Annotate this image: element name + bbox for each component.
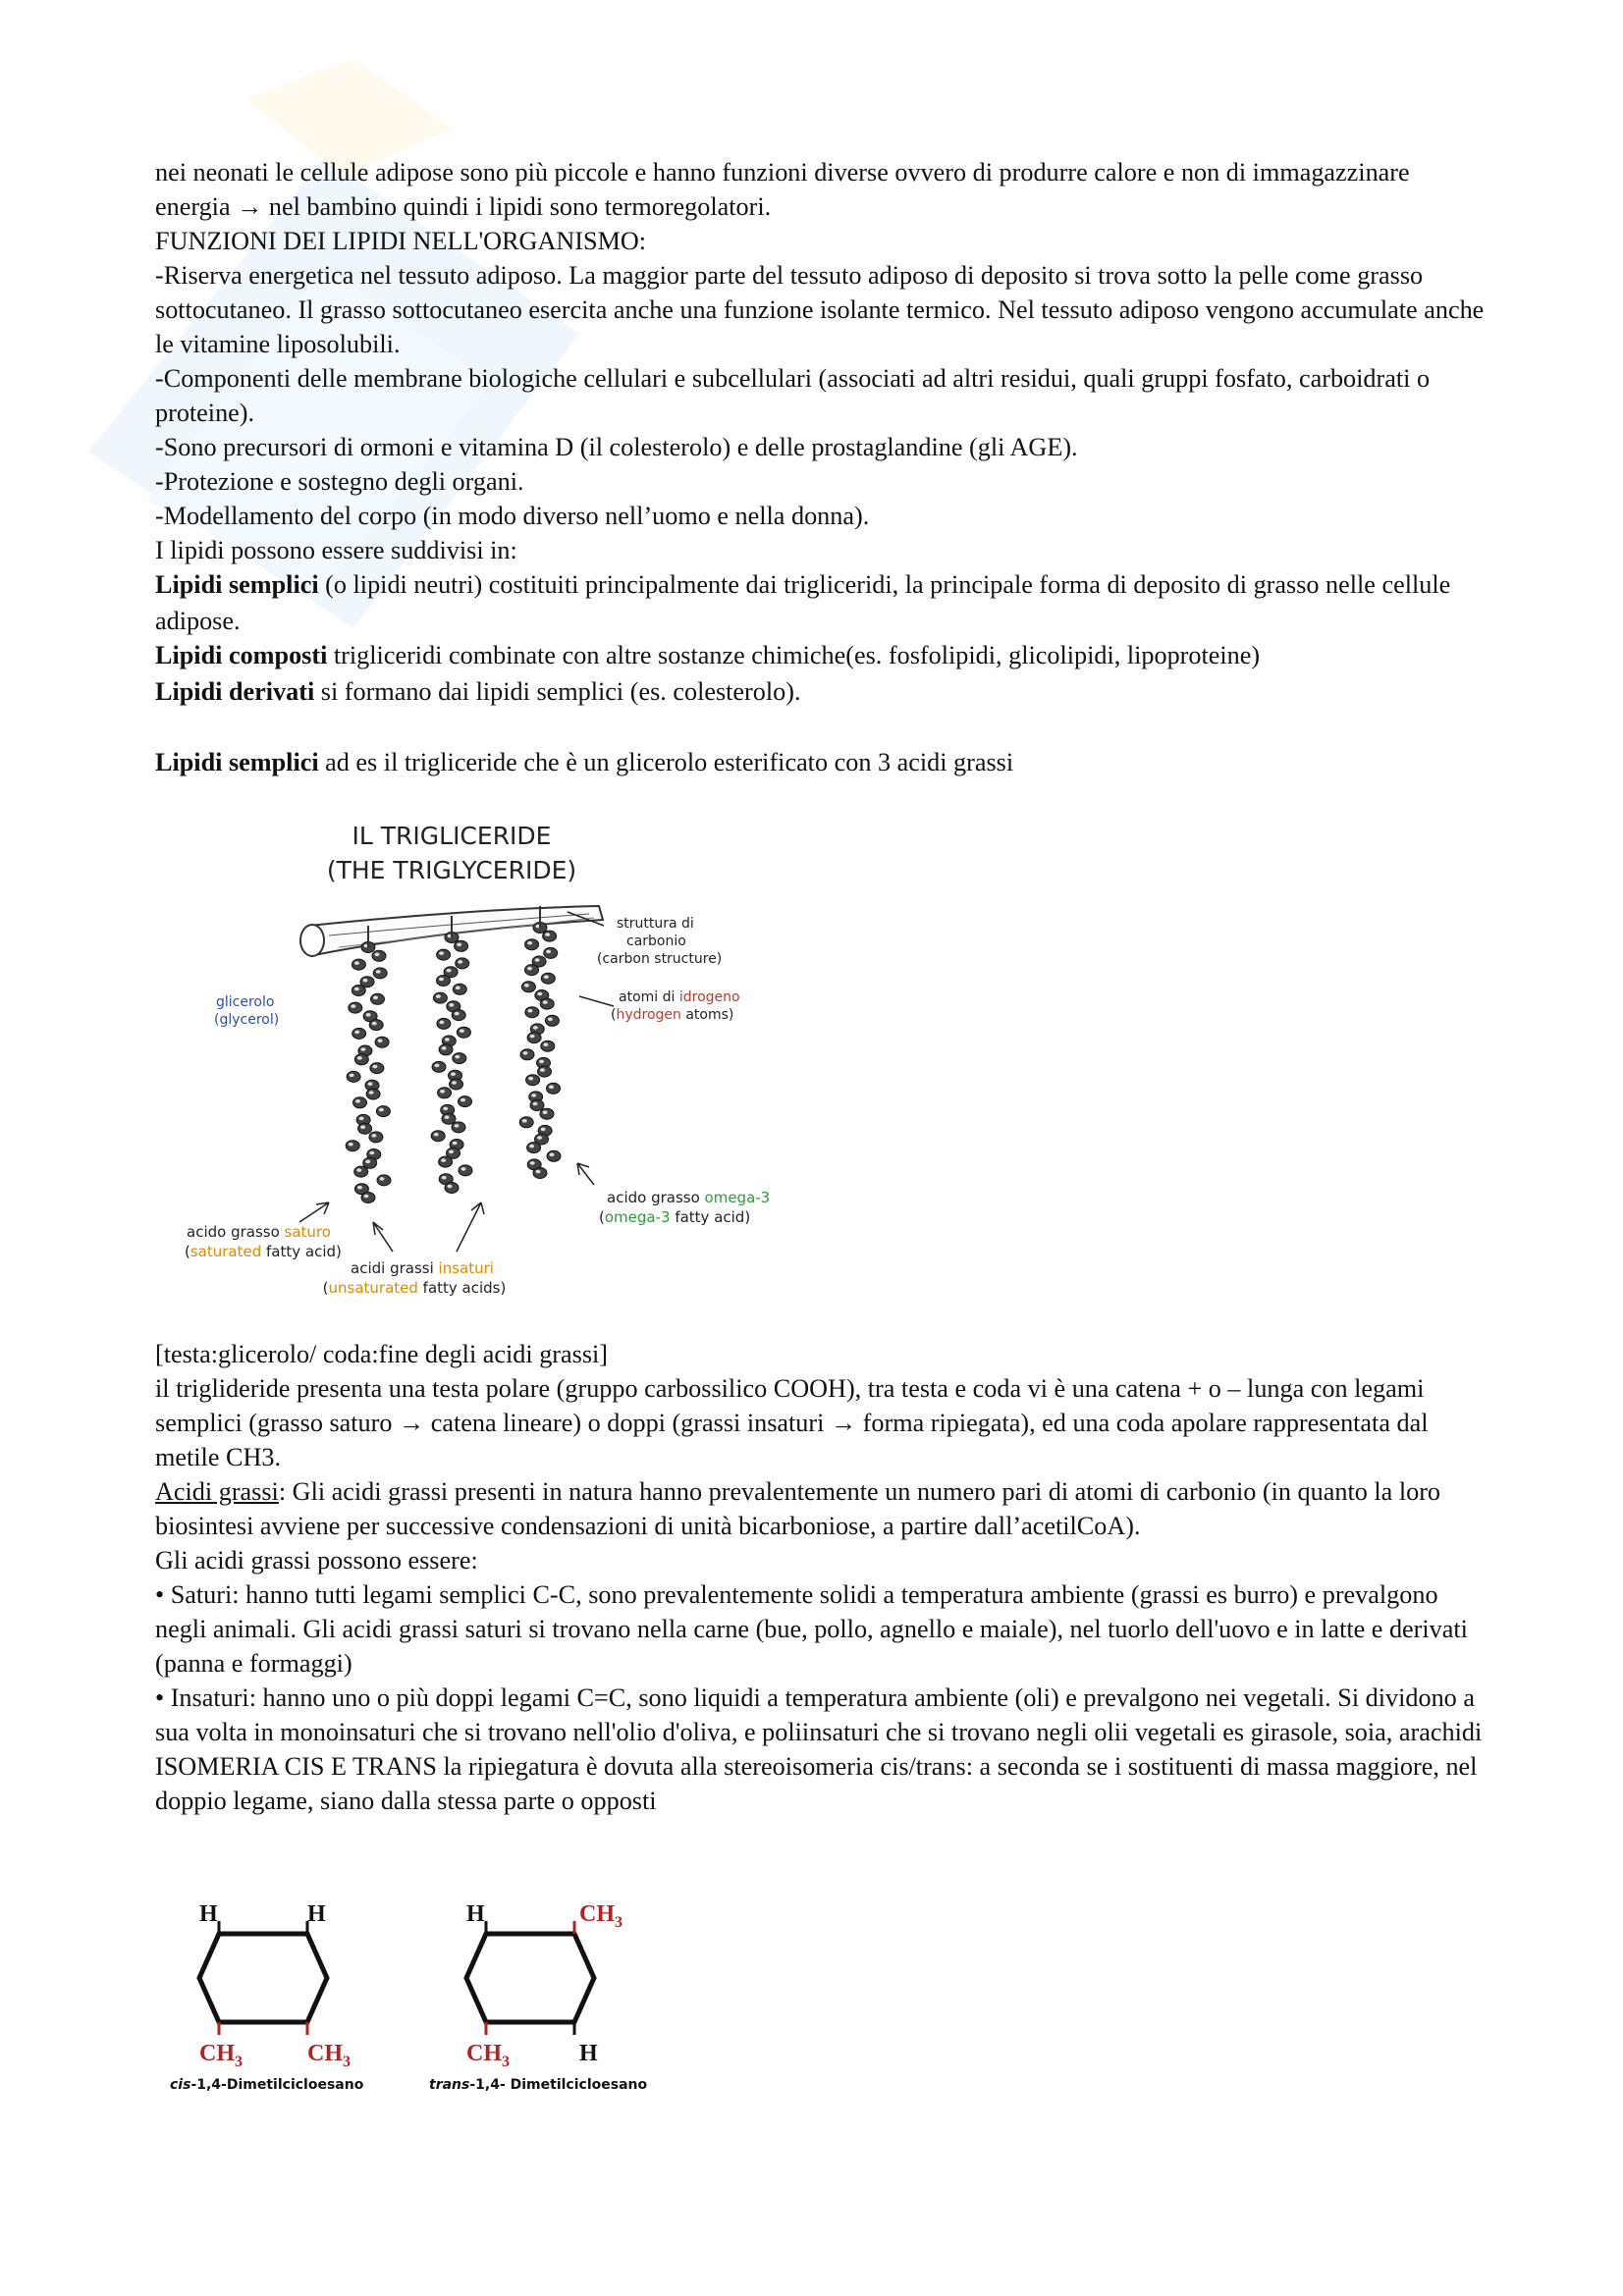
chain-bead bbox=[445, 1183, 459, 1194]
chain-bead-highlight bbox=[535, 958, 540, 962]
list-item-semplici-trigliceride bbox=[155, 745, 1490, 781]
chain-bead bbox=[437, 976, 451, 987]
chain-bead bbox=[437, 1018, 451, 1029]
chain-bead-highlight bbox=[372, 1065, 377, 1069]
chain-bead-highlight bbox=[541, 1128, 546, 1132]
chain-bead-highlight bbox=[550, 1153, 555, 1157]
cis-caption: cis-1,4-Dimetilcicloesano bbox=[170, 2077, 364, 2093]
chain-bead-highlight bbox=[442, 1046, 447, 1050]
chain-bead-highlight bbox=[527, 967, 532, 971]
chain-bead-highlight bbox=[442, 1176, 447, 1180]
chain-bead bbox=[354, 1054, 368, 1065]
trans-structure bbox=[429, 1901, 647, 2093]
chain-bead-highlight bbox=[448, 1185, 453, 1189]
chain-bead bbox=[547, 1083, 561, 1094]
chain-bead-highlight bbox=[457, 943, 461, 947]
chain-bead-highlight bbox=[543, 1110, 548, 1114]
chain-bead bbox=[375, 1037, 389, 1047]
label-unsaturated-1: acidi grassi insaturi bbox=[351, 1259, 494, 1277]
chain-bead bbox=[541, 1041, 555, 1051]
chain-bead bbox=[530, 1100, 544, 1111]
chain-bead-highlight bbox=[363, 979, 368, 983]
chain-bead bbox=[521, 982, 535, 992]
chain-bead-highlight bbox=[451, 1072, 456, 1076]
cis-structure bbox=[170, 1901, 364, 2093]
chain-bead bbox=[442, 1113, 456, 1124]
chain-bead-highlight bbox=[458, 960, 462, 964]
chain-bead-highlight bbox=[351, 1004, 355, 1008]
paragraph-possono-essere: Gli acidi grassi possono essere: bbox=[155, 1546, 478, 1575]
chain-bead-highlight bbox=[523, 1051, 528, 1055]
chain-bead bbox=[377, 1175, 391, 1186]
chain-bead bbox=[352, 986, 365, 996]
chain-bead-highlight bbox=[357, 1056, 362, 1060]
chain-bead-highlight bbox=[456, 987, 460, 990]
chain-bead bbox=[370, 1063, 384, 1074]
chain-bead-highlight bbox=[545, 933, 550, 936]
paragraph-acidi-grassi bbox=[155, 1474, 1490, 1543]
chain-bead-highlight bbox=[368, 1082, 373, 1086]
chain-bead-highlight bbox=[461, 1167, 466, 1171]
chain-bead-highlight bbox=[549, 1086, 554, 1090]
chain-bead-highlight bbox=[530, 1161, 535, 1165]
paragraph-componenti: -Componenti delle membrane biologiche cellulari e subcellulari (associati ad altri residui, quali gruppi fosfato, carboidrati o proteine). bbox=[155, 364, 1431, 427]
chain-bead-highlight bbox=[365, 1160, 370, 1164]
chain-bead bbox=[369, 1020, 383, 1031]
chain-bead bbox=[346, 1141, 359, 1151]
term-lipidi-composti: Lipidi composti bbox=[155, 641, 328, 669]
chain-bead bbox=[373, 968, 387, 979]
chain-bead-highlight bbox=[539, 1060, 544, 1064]
list-item-text: (o lipidi neutri) costituiti principalmente dai trigliceridi, la principale forma di deposito di grasso nelle cellule adipose. bbox=[155, 570, 1451, 635]
chain-bead bbox=[520, 1049, 534, 1060]
paragraph-modellamento: -Modellamento del corpo (in modo diverso nell’uomo e nella donna). bbox=[155, 502, 870, 530]
top-text-block bbox=[155, 155, 1490, 781]
chain-bead-highlight bbox=[354, 961, 359, 965]
chain-bead-highlight bbox=[455, 1124, 460, 1128]
chain-bead-highlight bbox=[379, 1108, 384, 1112]
paragraph-saturi: • Saturi: hanno tutti legami semplici C-C, sono prevalentemente solidi a temperatura ambiente (grassi es burro) e prevalgono negli animali. Gli acidi grassi saturi si trovano nella carne (bue, pollo, agnello e maiale), nel tuorlo dell'uovo e in latte e derivati (panna e formaggi) bbox=[155, 1580, 1468, 1678]
chain-bead-highlight bbox=[452, 1081, 457, 1085]
chain-bead bbox=[456, 958, 469, 969]
paragraph-neonati: nei neonati le cellule adipose sono più piccole e hanno funzioni diverse ovvero di produrre calore e non di immagazzinare energia → nel bambino quindi i lipidi sono termoregolatori. bbox=[155, 158, 1410, 221]
chain-bead-highlight bbox=[533, 1026, 538, 1030]
chain-bead-highlight bbox=[376, 970, 381, 974]
label-carbon-2: carbonio bbox=[626, 934, 686, 949]
label-carbon-3: (carbon structure) bbox=[597, 951, 723, 967]
chain-bead-highlight bbox=[445, 1038, 450, 1041]
chain-bead-highlight bbox=[540, 1068, 545, 1072]
chain-bead-highlight bbox=[522, 1119, 527, 1123]
chain-bead-highlight bbox=[524, 984, 529, 988]
chain-bead bbox=[439, 1156, 453, 1167]
chain-bead bbox=[525, 1007, 539, 1018]
cis-trans-figure bbox=[170, 1899, 653, 2096]
chain-bead-highlight bbox=[354, 988, 359, 991]
cis-ch3-left: $CH_3$ bbox=[199, 2041, 243, 2070]
label-saturated-1: acido grasso saturo bbox=[187, 1223, 331, 1241]
figure-title: IL TRIGLICERIDE bbox=[352, 822, 552, 850]
chain-bead-highlight bbox=[366, 1013, 371, 1017]
chain-bead-highlight bbox=[364, 1195, 369, 1199]
paragraph-precursori: -Sono precursori di ormoni e vitamina D (il colesterolo) e delle prostaglandine (gli AGE). bbox=[155, 433, 1078, 461]
chain-bead bbox=[432, 1061, 446, 1072]
label-hydrogen-2: (hydrogen atoms) bbox=[611, 1007, 734, 1023]
chain-bead-highlight bbox=[356, 1168, 361, 1172]
label-carbon-1: struttura di bbox=[617, 916, 694, 932]
chain-bead-highlight bbox=[530, 1035, 535, 1039]
chain-bead-highlight bbox=[453, 1142, 458, 1146]
chain-bead-highlight bbox=[537, 1136, 542, 1140]
chain-bead bbox=[545, 1015, 559, 1026]
chain-bead-highlight bbox=[443, 1107, 448, 1111]
chain-bead-highlight bbox=[543, 1000, 548, 1004]
chain-bead-highlight bbox=[369, 1151, 374, 1155]
heading-funzioni: FUNZIONI DEI LIPIDI NELL'ORGANISMO: bbox=[155, 227, 647, 255]
chain-bead bbox=[431, 1131, 445, 1142]
chain-bead bbox=[547, 1150, 561, 1161]
chain-bead bbox=[541, 973, 555, 984]
chain-bead-highlight bbox=[544, 975, 549, 979]
chain-bead bbox=[453, 984, 466, 994]
term-lipidi-semplici-2: Lipidi semplici bbox=[155, 748, 319, 776]
chain-bead-highlight bbox=[537, 992, 542, 996]
chain-bead-highlight bbox=[355, 1099, 360, 1103]
label-glycerol-2: (glycerol) bbox=[214, 1012, 280, 1028]
paragraph-riserva: -Riserva energetica nel tessuto adiposo. La maggior parte del tessuto adiposo di deposito si trova sotto la pelle come grasso sottocutaneo. Il grasso sottocutaneo esercita anche una funzione isolante termico. Nel tessuto adiposo vengono accumulate anche le vitamine liposolubili. bbox=[155, 261, 1485, 358]
paragraph-insaturi: • Insaturi: hanno uno o più doppi legami C=C, sono liquidi a temperatura ambiente (oli) e prevalgono nei vegetali. Si dividono a sua volta in monoinsaturi che si trovano nell'olio d'oliva, e poliinsaturi che si trovano negli olii vegetali es girasole, soia, arachidi bbox=[155, 1683, 1483, 1746]
chain-bead bbox=[358, 1123, 372, 1134]
chain-bead-highlight bbox=[531, 1094, 536, 1097]
label-unsaturated-2: (unsaturated fatty acids) bbox=[322, 1279, 507, 1297]
paragraph-trigliceride: il triglideride presenta una testa polare (gruppo carbossilico COOH), tra testa e coda vi è una catena + o – lunga con legami semplici (grasso saturo → catena lineare) o doppi (grassi insaturi → forma ripiegata), ed una coda apolare rappresentata dal metile CH3. bbox=[155, 1374, 1429, 1471]
label-omega-1: acido grasso omega-3 bbox=[607, 1189, 771, 1206]
chain-bead-highlight bbox=[357, 1186, 362, 1190]
chain-bead bbox=[538, 1066, 552, 1077]
trans-h-top: H bbox=[466, 1901, 485, 1927]
chain-bead-highlight bbox=[548, 1018, 553, 1022]
chain-bead bbox=[366, 1089, 380, 1099]
chain-bead-highlight bbox=[360, 1047, 365, 1051]
label-glycerol-1: glicerolo bbox=[216, 994, 275, 1010]
chain-bead-highlight bbox=[455, 1055, 460, 1059]
list-item-composti bbox=[155, 638, 1490, 674]
label-hydrogen-1: atomi di idrogeno bbox=[619, 989, 740, 1005]
chain-bead bbox=[347, 1071, 360, 1082]
chain-bead bbox=[353, 1097, 367, 1108]
chain-bead bbox=[525, 965, 539, 976]
chain-bead-highlight bbox=[369, 1091, 374, 1095]
chain-bead-highlight bbox=[527, 941, 532, 945]
list-item-semplici bbox=[155, 567, 1490, 638]
chain-bead-highlight bbox=[533, 1102, 538, 1106]
cis-h-left: H bbox=[199, 1901, 218, 1927]
chain-bead-highlight bbox=[543, 1042, 548, 1046]
chain-bead-highlight bbox=[536, 1170, 541, 1174]
term-lipidi-semplici: Lipidi semplici bbox=[155, 570, 319, 599]
chain-bead bbox=[352, 1028, 366, 1039]
term-lipidi-derivati: Lipidi derivati bbox=[155, 677, 315, 706]
chain-bead bbox=[519, 1117, 533, 1128]
paragraph-isomeria: ISOMERIA CIS E TRANS la ripiegatura è dovuta alla stereoisomeria cis/trans: a seconda se i sostituenti di massa maggiore, nel doppio legame, siano dalla stessa parte o opposti bbox=[155, 1752, 1478, 1815]
chain-bead-highlight bbox=[439, 951, 444, 955]
chain-bead bbox=[526, 1075, 540, 1086]
chain-bead-highlight bbox=[436, 994, 441, 998]
chain-bead-highlight bbox=[439, 1021, 444, 1025]
chain-bead bbox=[371, 993, 385, 1004]
chain-bead bbox=[450, 1079, 463, 1090]
chain-bead bbox=[376, 1106, 390, 1117]
paragraph-testa-coda: [testa:glicerolo/ coda:fine degli acidi grassi] bbox=[155, 1340, 609, 1368]
chain-bead bbox=[533, 1168, 547, 1179]
chain-bead bbox=[438, 1088, 452, 1098]
chain-bead-highlight bbox=[529, 1145, 534, 1148]
chain-bead-highlight bbox=[435, 1064, 440, 1068]
list-item-text: ad es il trigliceride che è un glicerolo esterificato con 3 acidi grassi bbox=[318, 748, 1014, 776]
label-omega-2: (omega-3 fatty acid) bbox=[599, 1208, 751, 1226]
chain-bead-highlight bbox=[460, 1098, 465, 1102]
chain-bead-highlight bbox=[546, 950, 551, 954]
trans-ch3-top: $CH_3$ bbox=[579, 1901, 622, 1931]
chain-bead-highlight bbox=[449, 1150, 454, 1154]
chain-bead bbox=[452, 1010, 465, 1021]
chain-bead bbox=[457, 1027, 470, 1038]
chain-bead-highlight bbox=[373, 996, 378, 1000]
chain-bead-highlight bbox=[528, 1077, 533, 1081]
chain-bead-highlight bbox=[372, 1022, 377, 1026]
chain-bead bbox=[455, 940, 468, 951]
chain-bead bbox=[525, 939, 539, 950]
chain-bead-highlight bbox=[375, 953, 380, 957]
acidi-grassi-text: : Gli acidi grassi presenti in natura hanno prevalentemente un numero pari di atomi di carbonio (in quanto la loro biosintesi avviene per successive condensazioni di unità bicarboniose, a partire dall’acetilCoA). bbox=[155, 1477, 1441, 1540]
chain-bead bbox=[543, 931, 557, 941]
chain-bead bbox=[452, 1122, 465, 1133]
chain-bead bbox=[354, 1166, 368, 1177]
chain-bead-highlight bbox=[440, 1090, 445, 1094]
chain-bead bbox=[361, 1193, 375, 1203]
chain-bead bbox=[372, 950, 386, 961]
trans-caption: trans-1,4- Dimetilcicloesano bbox=[429, 2077, 648, 2093]
fatty-acid-chains bbox=[346, 906, 561, 1203]
chain-bead-highlight bbox=[371, 1134, 376, 1138]
acidi-grassi-heading: Acidi grassi bbox=[155, 1477, 279, 1506]
chain-bead bbox=[540, 1108, 554, 1119]
chain-bead-highlight bbox=[527, 1009, 532, 1013]
chain-bead bbox=[459, 1165, 472, 1176]
chain-bead bbox=[352, 959, 365, 970]
trans-ch3-bottom: $CH_3$ bbox=[466, 2041, 510, 2070]
chain-bead bbox=[437, 949, 451, 960]
chain-bead-highlight bbox=[354, 1031, 359, 1035]
chain-bead-highlight bbox=[434, 1133, 439, 1137]
chain-bead-highlight bbox=[445, 1115, 450, 1119]
chain-bead-highlight bbox=[350, 1074, 354, 1078]
chain-bead bbox=[369, 1132, 383, 1143]
chain-bead bbox=[349, 1002, 362, 1013]
chain-bead-highlight bbox=[455, 1012, 460, 1016]
list-item-text: trigliceridi combinate con altre sostanze chimiche(es. fosfolipidi, glicolipidi, lipoproteine) bbox=[327, 641, 1261, 669]
chain-bead-highlight bbox=[359, 1117, 364, 1121]
figure-subtitle: (THE TRIGLYCERIDE) bbox=[326, 856, 577, 884]
chain-bead-highlight bbox=[380, 1177, 385, 1181]
chain-bead bbox=[459, 1096, 472, 1107]
chain-bead bbox=[453, 1053, 466, 1064]
chain-bead bbox=[433, 992, 447, 1003]
triglyceride-figure bbox=[157, 810, 805, 1320]
trans-h-bottom: H bbox=[579, 2041, 598, 2066]
chain-bead-highlight bbox=[441, 1158, 446, 1162]
chain-bead bbox=[439, 1044, 453, 1055]
cis-ch3-right: $CH_3$ bbox=[307, 2041, 351, 2070]
chain-bead-highlight bbox=[447, 969, 452, 973]
paragraph-suddivisi: I lipidi possono essere suddivisi in: bbox=[155, 536, 517, 564]
chain-bead bbox=[544, 947, 558, 958]
chain-bead-highlight bbox=[349, 1143, 353, 1147]
chain-bead bbox=[540, 998, 554, 1009]
chain-bead-highlight bbox=[360, 1125, 365, 1129]
chain-bead bbox=[527, 1033, 541, 1043]
chain-bead-highlight bbox=[449, 1003, 454, 1007]
chain-bead-highlight bbox=[439, 978, 444, 982]
chain-bead-highlight bbox=[460, 1029, 464, 1033]
middle-text-block bbox=[155, 1337, 1490, 1818]
label-saturated-2: (saturated fatty acid) bbox=[185, 1243, 342, 1260]
paragraph-protezione: -Protezione e sostegno degli organi. bbox=[155, 467, 524, 496]
chain-bead bbox=[527, 1143, 541, 1153]
cis-h-right: H bbox=[307, 1901, 326, 1927]
chain-bead-highlight bbox=[378, 1039, 383, 1042]
list-item-derivati bbox=[155, 674, 1490, 711]
list-item-text: si formano dai lipidi semplici (es. colesterolo). bbox=[314, 677, 801, 706]
